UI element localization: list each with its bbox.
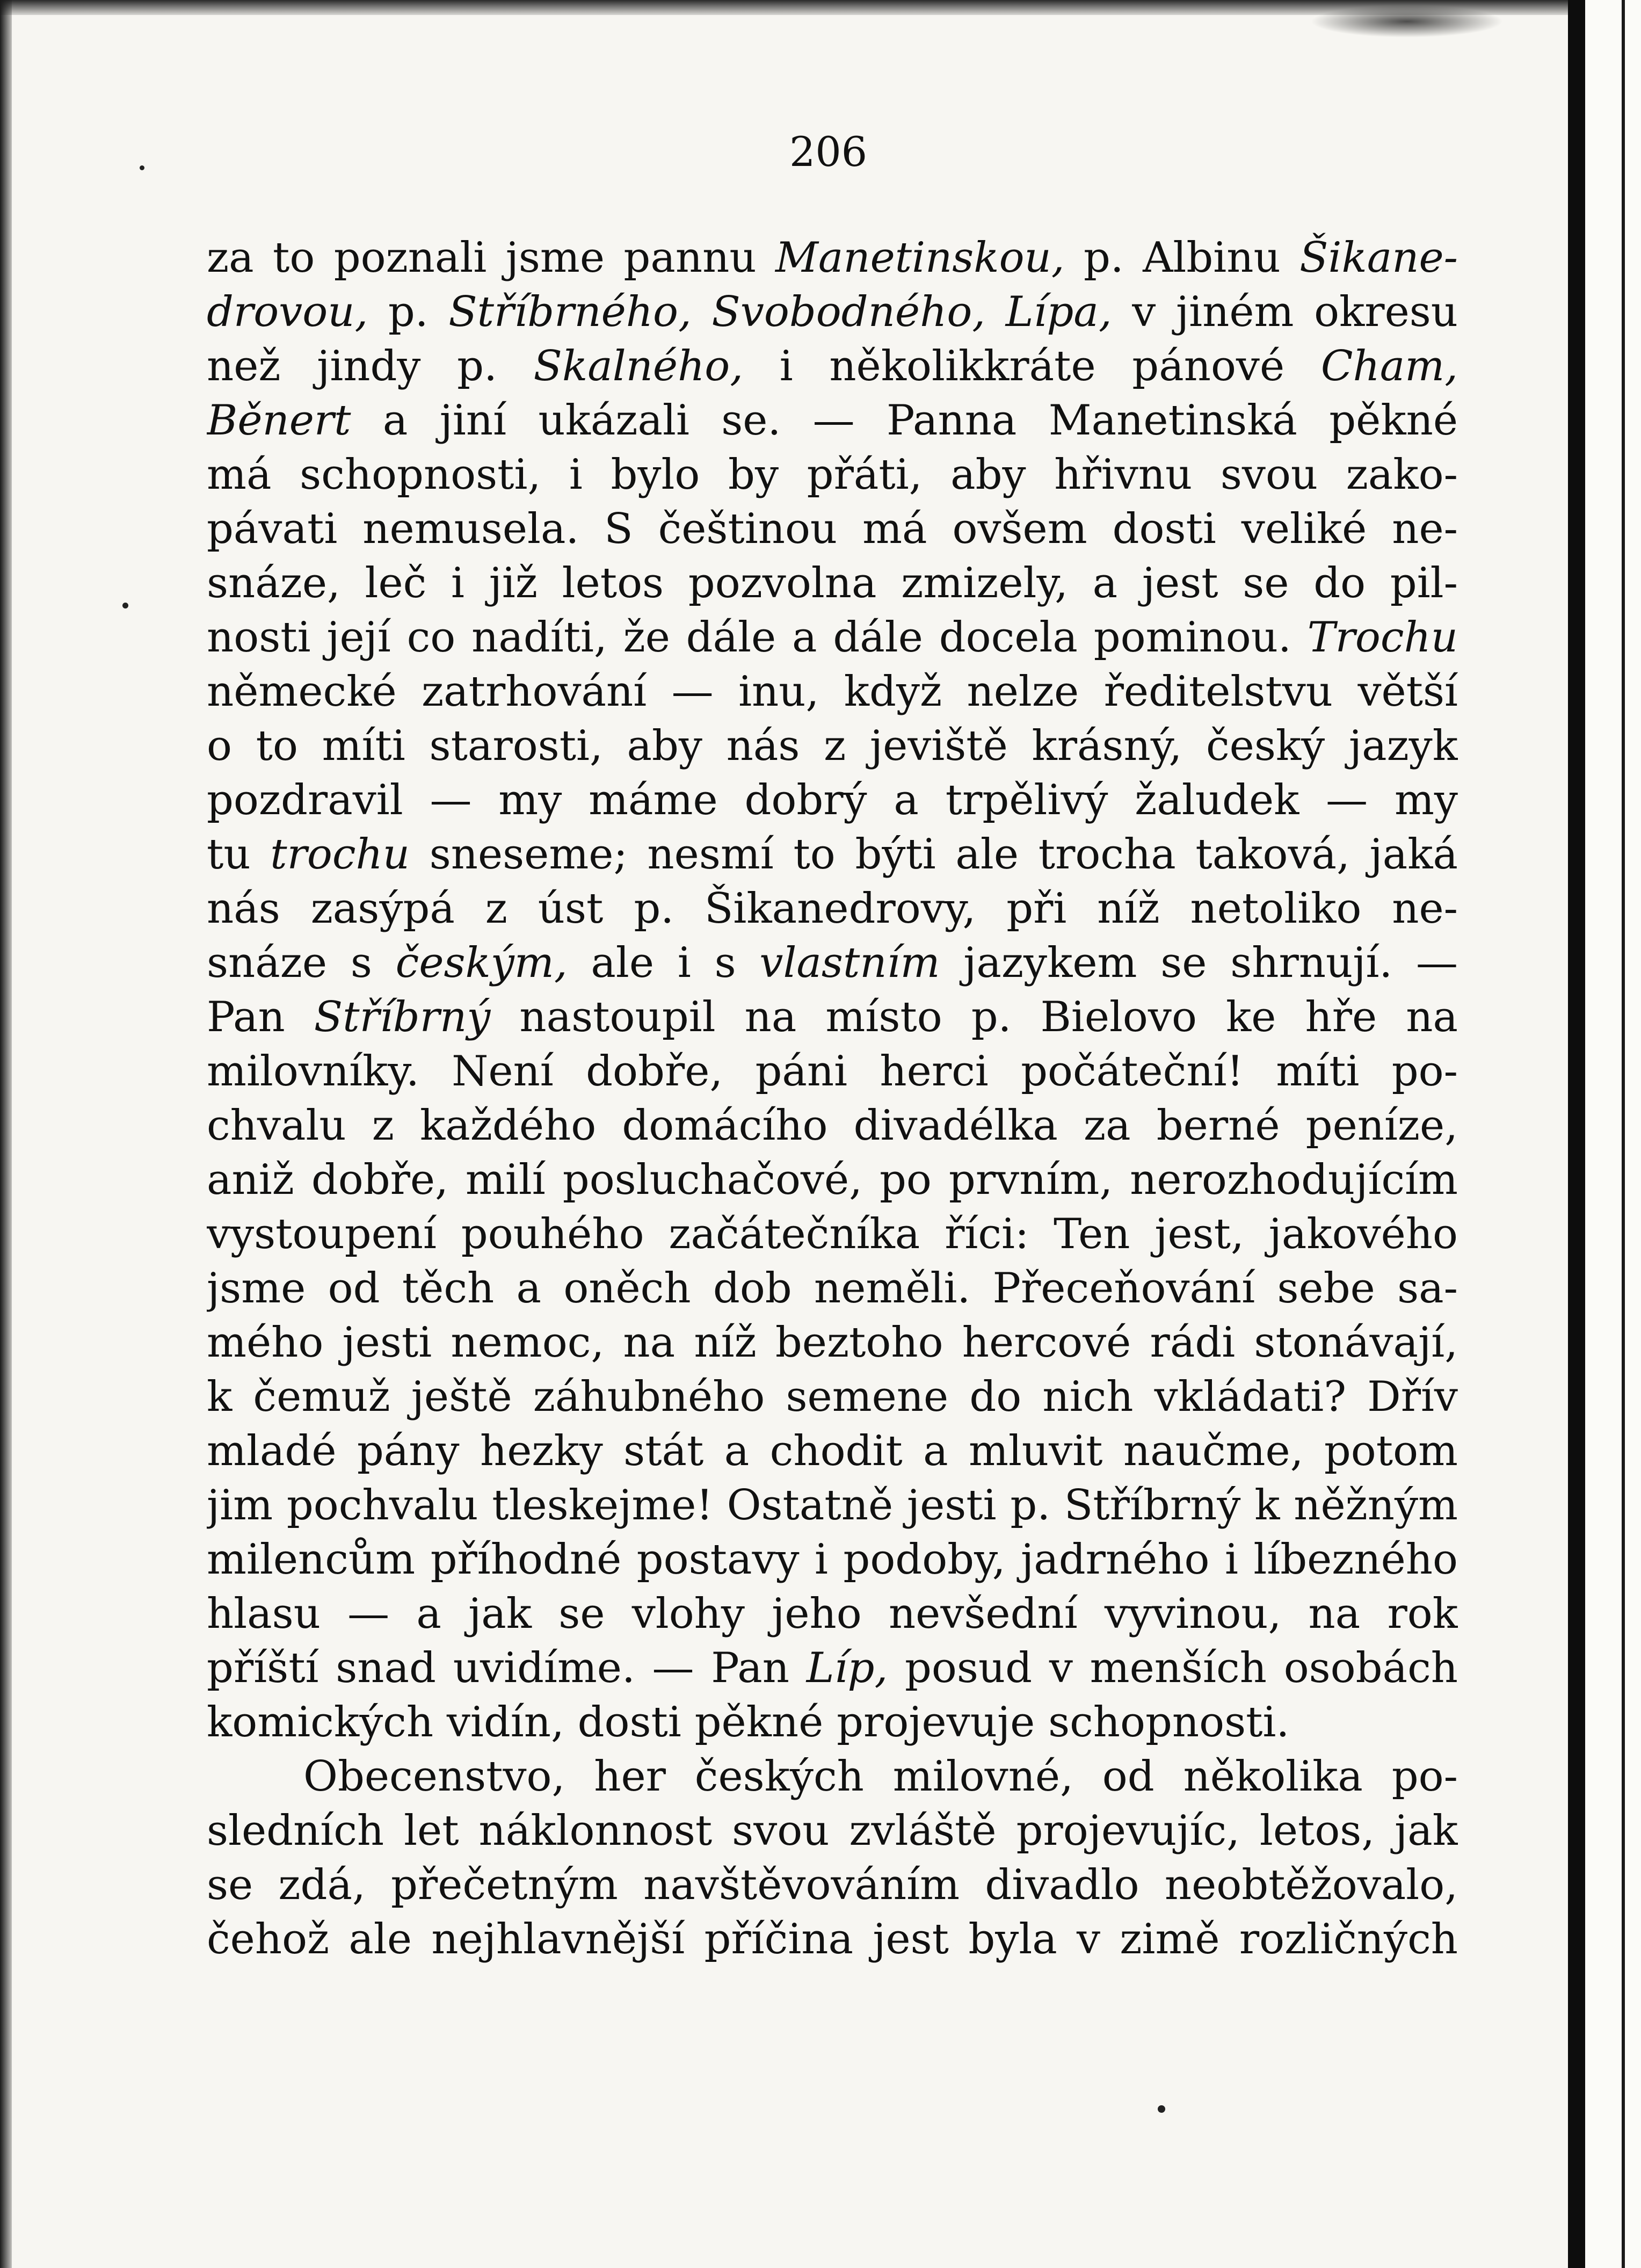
binding-edge [1568, 0, 1585, 2268]
italic-name: vlastním [759, 939, 940, 987]
text-line [207, 448, 1458, 502]
text-line [207, 285, 1458, 339]
italic-name: Manetinskou, [775, 234, 1065, 282]
text-run: o to míti starosti, aby nás z jeviště krásný, český jazyk [207, 722, 1458, 770]
text-run: aniž dobře, milí posluchačové, po prvním, nerozhodujícím [207, 1156, 1458, 1204]
text-line [207, 1207, 1458, 1262]
text-run: jazykem se shrnují. — [940, 939, 1458, 987]
text-line [207, 502, 1458, 556]
text-line [207, 1045, 1458, 1099]
text-line [207, 1370, 1458, 1424]
text-run: sneseme; nesmí to býti ale trocha taková, jaká [410, 830, 1458, 879]
text-run: sledních let náklonnost svou zvláště projevujíc, letos, jak [207, 1807, 1458, 1855]
text-line [207, 1479, 1458, 1533]
text-run: Pan [207, 993, 314, 1041]
italic-name: trochu [270, 830, 410, 879]
italic-name: Běnert [207, 396, 351, 445]
text-run: milencům příhodné postavy i podoby, jadrného i líbezného [207, 1535, 1458, 1584]
text-run: jim pochvalu tleskejme! Ostatně jesti p. Stříbrný k něžným [207, 1481, 1458, 1530]
ink-speck [1158, 2105, 1165, 2113]
text-run: Obecenstvo, her českých milovné, od několika po- [303, 1752, 1458, 1801]
text-line [207, 936, 1458, 990]
body-text [207, 231, 1458, 1967]
right-border-line [1622, 0, 1625, 2268]
text-line [207, 1262, 1458, 1316]
text-run: a jiní ukázali se. — Panna Manetinská pěkné [351, 396, 1458, 445]
text-line [207, 773, 1458, 828]
text-line [207, 1750, 1458, 1804]
text-run: chvalu z každého domácího divadélka za berné peníze, [207, 1102, 1458, 1150]
text-line [207, 828, 1458, 882]
text-run: tu [207, 830, 271, 879]
text-line [207, 1099, 1458, 1153]
text-line [207, 1641, 1458, 1695]
text-line [207, 1316, 1458, 1370]
text-run: se zdá, přečetným navštěvováním divadlo neobtěžovalo, [207, 1861, 1458, 1909]
text-run: mého jesti nemoc, na níž beztoho hercové rádi stonávají, [207, 1318, 1458, 1367]
text-line [207, 1424, 1458, 1479]
text-run: německé zatrhování — inu, když nelze ředitelstvu větší [207, 668, 1458, 716]
text-run: nastoupil na místo p. Bielovo ke hře na [490, 993, 1458, 1041]
text-line [207, 556, 1458, 611]
text-line [207, 339, 1458, 394]
text-run: ale i s [567, 939, 760, 987]
italic-name: Stříbrného, Svobodného, Lípa, [448, 288, 1112, 336]
text-run: p. Albinu [1064, 234, 1300, 282]
text-run: jsme od těch a oněch dob neměli. Přeceňování sebe sa- [207, 1264, 1458, 1313]
italic-name: Stříbrný [314, 993, 491, 1041]
ink-speck [140, 165, 144, 170]
text-run: snáze s [207, 939, 396, 987]
text-run: nás zasýpá z úst p. Šikanedrovy, při níž netoliko ne- [207, 885, 1458, 933]
text-line [207, 990, 1458, 1045]
text-run: než jindy p. [207, 342, 534, 390]
text-line [207, 719, 1458, 773]
text-run: příští snad uvidíme. — Pan [207, 1644, 807, 1692]
text-line [207, 1858, 1458, 1912]
next-page-strip [1585, 0, 1641, 2268]
text-run: komických vidín, dosti pěkné projevuje schopnosti. [207, 1698, 1290, 1747]
text-line [207, 665, 1458, 719]
italic-name: Líp, [806, 1644, 888, 1692]
text-line [207, 1153, 1458, 1207]
page-number: 206 [789, 128, 868, 176]
italic-name: drovou, [207, 288, 368, 336]
italic-name: Šikane- [1299, 234, 1458, 282]
italic-name: Skalného, [533, 342, 744, 390]
italic-name: Trochu [1307, 613, 1458, 662]
text-run: v jiném okresu [1112, 288, 1458, 336]
text-run: mladé pány hezky stát a chodit a mluvit naučme, potom [207, 1427, 1458, 1475]
left-edge-shadow [0, 0, 12, 2268]
text-run: milovníky. Není dobře, páni herci počáteční! míti po- [207, 1047, 1458, 1096]
text-line [207, 1587, 1458, 1641]
text-run: snáze, leč i již letos pozvolna zmizely, a jest se do pil- [207, 559, 1458, 607]
text-line [207, 231, 1458, 285]
text-run: posud v menších osobách [888, 1644, 1458, 1692]
text-line [207, 1533, 1458, 1587]
italic-name: českým, [395, 939, 568, 987]
text-run: k čemuž ještě záhubného semene do nich vkládati? Dřív [207, 1373, 1458, 1421]
text-run: p. [368, 288, 449, 336]
text-run: pozdravil — my máme dobrý a trpělivý žaludek — my [207, 776, 1458, 824]
italic-name: Cham, [1320, 342, 1458, 390]
text-line [207, 394, 1458, 448]
text-line [207, 1912, 1458, 1967]
text-run: má schopnosti, i bylo by přáti, aby hřivnu svou zako- [207, 451, 1458, 499]
text-run: nosti její co nadíti, že dále a dále docela pominou. [207, 613, 1308, 662]
text-line [207, 1695, 1458, 1750]
top-smudge [1310, 5, 1504, 38]
text-run: hlasu — a jak se vlohy jeho nevšední vyvinou, na rok [207, 1590, 1458, 1638]
text-run: čehož ale nejhlavnější příčina jest byla v zimě rozličných [207, 1915, 1458, 1963]
text-line [207, 611, 1458, 665]
text-run: za to poznali jsme pannu [207, 234, 775, 282]
text-run: pávati nemusela. S češtinou má ovšem dosti veliké ne- [207, 505, 1458, 553]
text-line [207, 882, 1458, 936]
text-run: i několikkráte pánové [743, 342, 1321, 390]
text-line [207, 1804, 1458, 1858]
text-run: vystoupení pouhého začátečníka říci: Ten jest, jakového [207, 1210, 1458, 1258]
ink-speck [122, 603, 128, 608]
